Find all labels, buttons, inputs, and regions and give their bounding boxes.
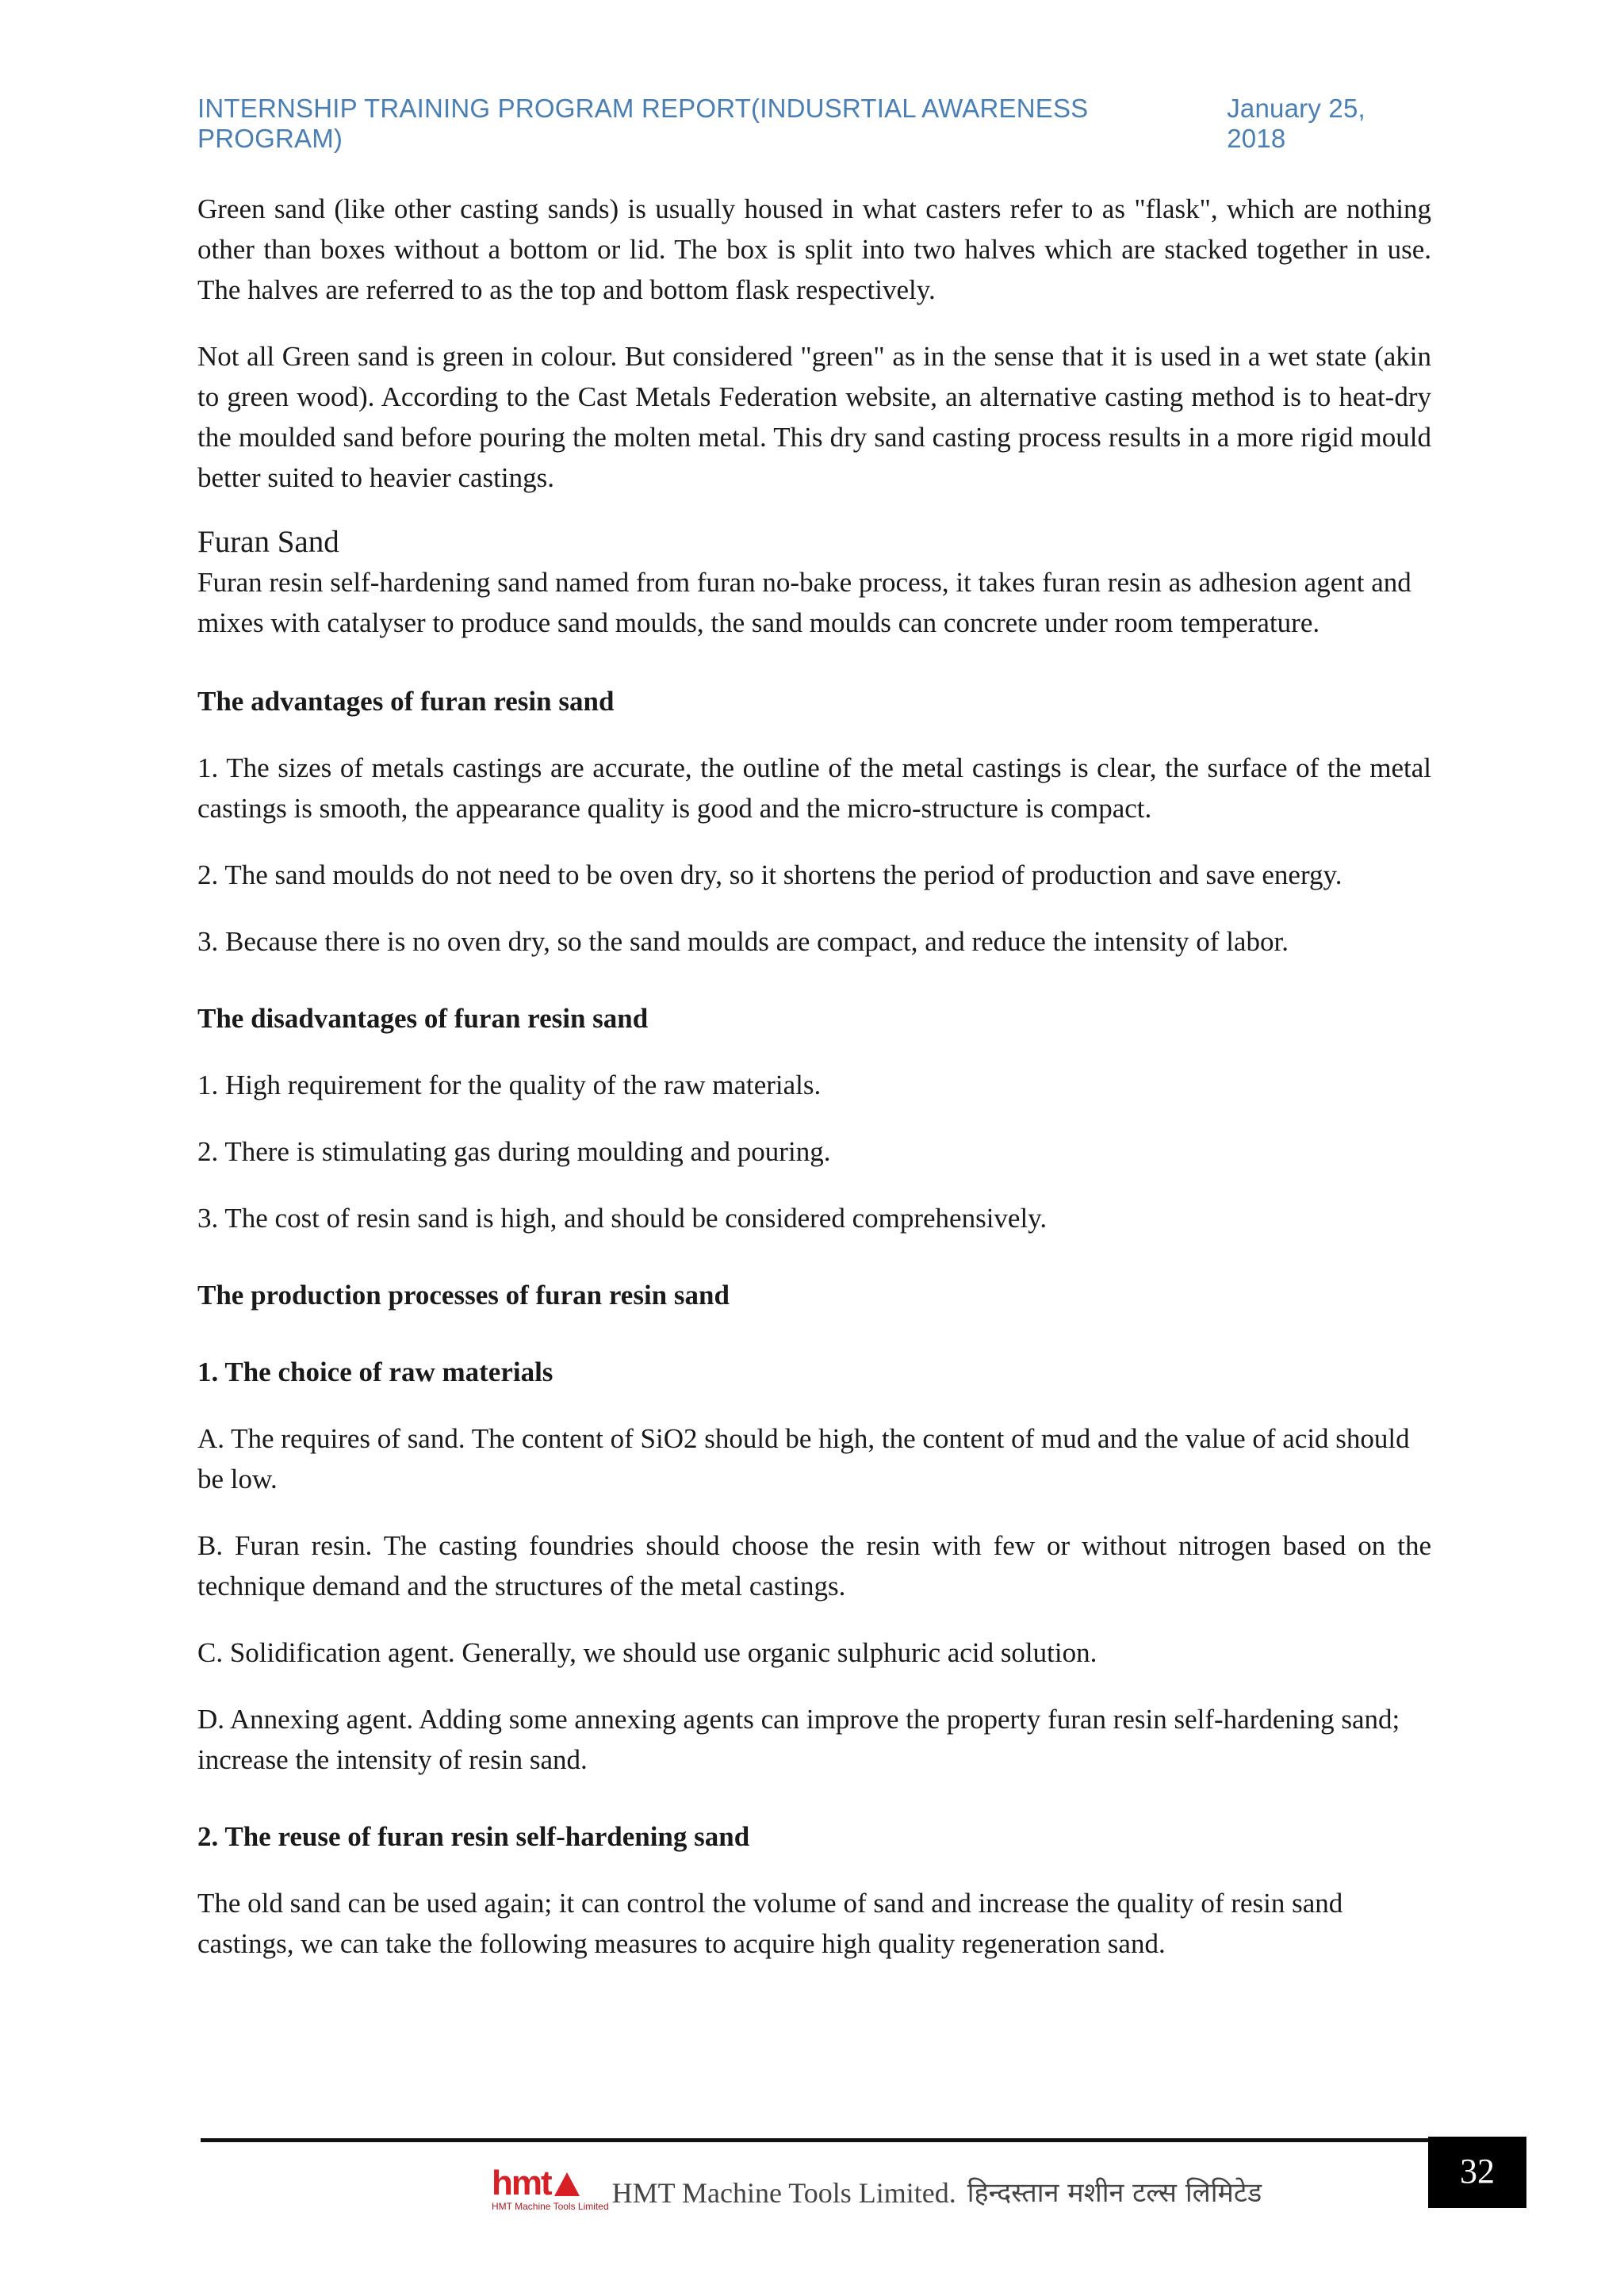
company-name: HMT Machine Tools Limited. (611, 2177, 956, 2209)
hmt-logo-text: hmt (492, 2164, 551, 2202)
disadvantage-item: 1. High requirement for the quality of the raw materials. (197, 1070, 822, 1100)
advantage-item: 1. The sizes of metals castings are accurate, the outline of the metal castings is clear, the surface of the metal castings is smooth, the appearance quality is good and the micro-structure is compact. (197, 752, 1431, 824)
page-number (1428, 2137, 1526, 2208)
page-header (197, 94, 1429, 154)
company-name-hindi: हिन्दस्तान मशीन टल्स लिमिटेड (967, 2177, 1262, 2209)
reuse-heading: 2. The reuse of furan resin self-hardening sand (197, 1821, 750, 1852)
paragraph-green-sand-flask: Green sand (like other casting sands) is usually housed in what casters refer to as "flask", which are nothing other than boxes without a bottom or lid. The box is split into two halves which are stacked together in use. The halves are referred to as the top and bottom flask respectively. (197, 193, 1431, 305)
production-heading: The production processes of furan resin sand (197, 1280, 730, 1311)
hmt-logo-caption: HMT Machine Tools Limited (492, 2201, 609, 2212)
hmt-logo (492, 2164, 609, 2212)
raw-material-item: B. Furan resin. The casting foundries should choose the resin with few or without nitrogen based on the technique demand and the structures of the metal castings. (197, 1530, 1431, 1601)
disadvantages-heading: The disadvantages of furan resin sand (197, 1003, 649, 1034)
paragraph-furan-sand: Furan resin self-hardening sand named from furan no-bake process, it takes furan resin as adhesion agent and mixes with catalyser to produce sand moulds, the sand moulds can concrete under room temperature. (197, 567, 1411, 638)
paragraph-reuse: The old sand can be used again; it can control the volume of sand and increase the quality of resin sand castings, we can take the following measures to acquire high quality regeneration sand. (197, 1888, 1343, 1959)
advantages-heading: The advantages of furan resin sand (197, 686, 615, 717)
footer-rule (201, 2138, 1428, 2142)
report-title: INTERNSHIP TRAINING PROGRAM REPORT(INDUSRTIAL AWARENESS PROGRAM) (197, 94, 1089, 153)
advantage-item: 2. The sand moulds do not need to be oven dry, so it shortens the period of production and save energy. (197, 859, 1342, 890)
disadvantage-item: 2. There is stimulating gas during moulding and pouring. (197, 1136, 831, 1167)
raw-materials-heading: 1. The choice of raw materials (197, 1357, 553, 1387)
advantage-item: 3. Because there is no oven dry, so the sand moulds are compact, and reduce the intensity of labor. (197, 926, 1289, 957)
disadvantage-item: 3. The cost of resin sand is high, and should be considered comprehensively. (197, 1203, 1048, 1234)
furan-sand-title: Furan Sand (197, 525, 339, 559)
page-number-text: 32 (1460, 2152, 1495, 2191)
page-content (197, 189, 1431, 1990)
raw-material-item: D. Annexing agent. Adding some annexing agents can improve the property furan resin self-hardening sand; increase the intensity of resin sand. (197, 1704, 1400, 1775)
triangle-icon (554, 2172, 580, 2196)
raw-material-item: C. Solidification agent. Generally, we should use organic sulphuric acid solution. (197, 1637, 1097, 1668)
paragraph-green-sand-colour: Not all Green sand is green in colour. But considered "green" as in the sense that it is used in a wet state (akin to green wood). According to the Cast Metals Federation website, an alternative casting method is to heat-dry the moulded sand before pouring the molten metal. This dry sand casting process results in a more rigid mould better suited to heavier castings. (197, 341, 1431, 493)
raw-material-item: A. The requires of sand. The content of SiO2 should be high, the content of mud and the value of acid should be low. (197, 1423, 1410, 1494)
footer-brand (492, 2164, 1262, 2212)
report-date: January 25, 2018 (1227, 94, 1365, 153)
